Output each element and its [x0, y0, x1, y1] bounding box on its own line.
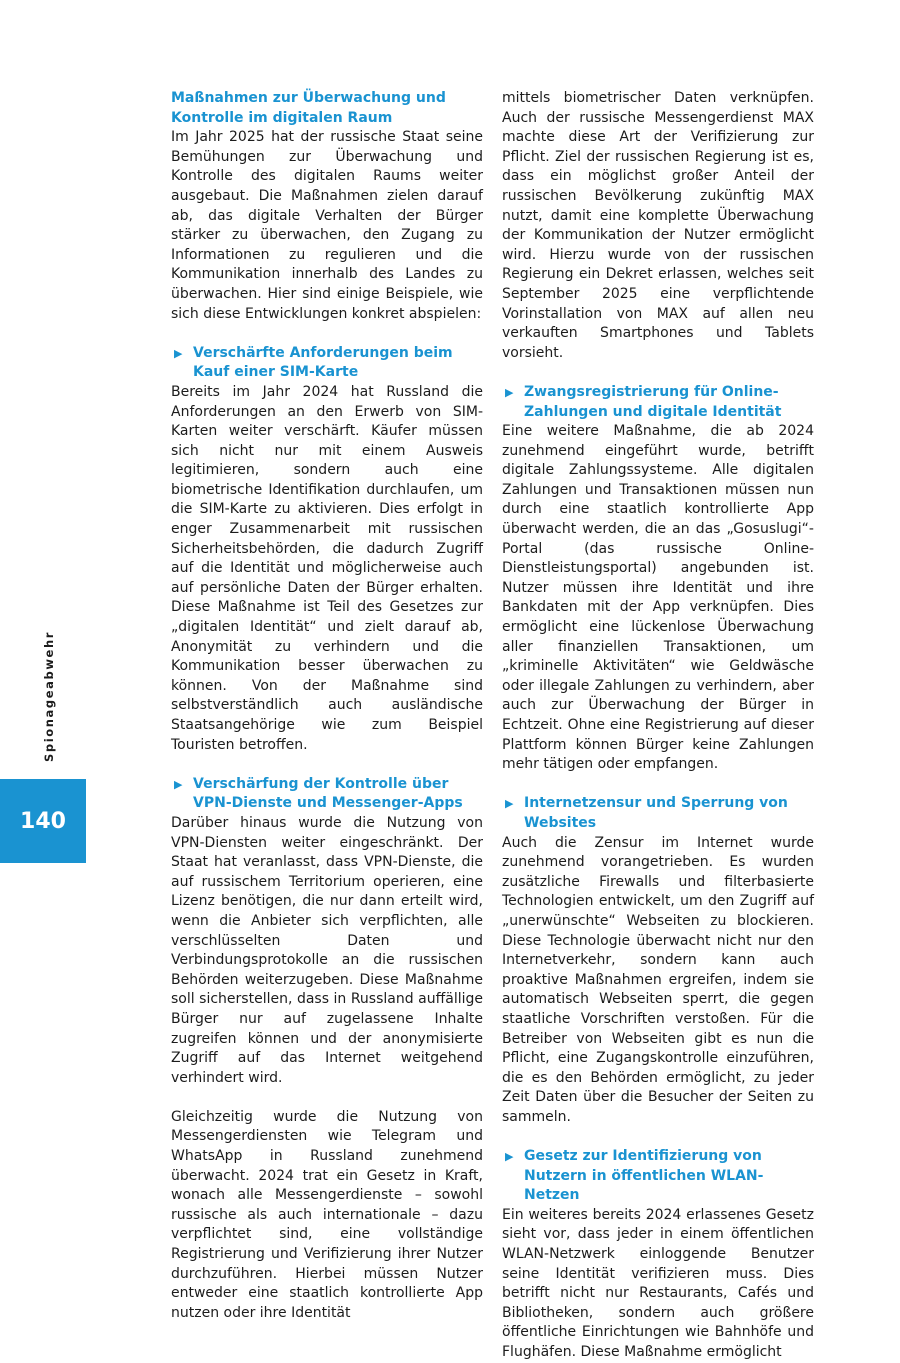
triangle-bullet-icon: ▶	[174, 777, 183, 791]
section-heading-sim	[171, 344, 483, 383]
section-heading-text: Gesetz zur Identifizierung von Nutzern in öffentlichen WLAN-Netzen	[524, 1148, 764, 1204]
left-column	[171, 89, 483, 1323]
section-body-messenger: Gleichzeitig wurde die Nutzung von Messengerdiensten wie Telegram und WhatsApp in Russland zunehmend überwacht. 2024 trat ein Gesetz in Kraft, wonach alle Messengerdienste – sowohl russische als auch internationale – dazu verpflichtet sind, eine vollständige Registrierung und Verifizierung ihrer Nutzer durchzuführen. Hierbei müssen Nutzer entweder eine staatlich kontrollierte App nutzen oder ihre Identität	[171, 1108, 483, 1321]
article-title: Maßnahmen zur Überwachung und Kontrolle im digitalen Raum	[171, 90, 446, 126]
section-body-wlan: Ein weiteres bereits 2024 erlassenes Gesetz sieht vor, dass jeder in einem öffentlichen WLAN-Netzwerk einloggende Benutzer seine Identität verifizieren muss. Dies betrifft nicht nur Restaurants, Cafés und Bibliotheken, sondern auch größere öffentliche Einrichtungen wie Bahnhöfe und Flughäfen. Diese Maßnahme ermöglicht	[502, 1206, 814, 1360]
section-heading-censorship	[502, 794, 814, 833]
section-label: Spionageabwehr	[42, 630, 56, 762]
section-heading-wlan	[502, 1147, 814, 1206]
intro-paragraph: Im Jahr 2025 hat der russische Staat seine Bemühungen zur Überwachung und Kontrolle des digitalen Raums weiter ausgebaut. Die Maßnahmen zielen darauf ab, das digitale Verhalten der Bürger stärker zu überwachen, den Zugang zu Informationen zu regulieren und die Kommunikation innerhalb des Landes zu überwachen. Hier sind einige Beispiele, wie sich diese Entwicklungen konkret abspielen:	[171, 129, 483, 322]
section-heading-text: Verschärfung der Kontrolle über VPN-Dienste und Messenger-Apps	[193, 775, 463, 812]
triangle-bullet-icon: ▶	[505, 797, 514, 811]
continuation-paragraph: mittels biometrischer Daten verknüpfen. Auch der russische Messengerdienst MAX machte diese Art der Verifizierung zur Pflicht. Ziel der russischen Regierung ist es, dass ein möglichst großer Anteil der russischen Bevölkerung zukünftig MAX nutzt, damit eine komplette Überwachung der Kommunikation der Nutzer ermöglicht wird. Hierzu wurde von der russischen Regierung ein Dekret erlassen, welches seit September 2025 eine verpflichtende Vorinstallation von MAX auf allen neu verkauften Smartphones und Tablets vorsieht.	[502, 90, 814, 361]
right-column	[502, 89, 814, 1363]
triangle-bullet-icon: ▶	[505, 1150, 514, 1164]
triangle-bullet-icon: ▶	[505, 385, 514, 399]
triangle-bullet-icon: ▶	[174, 346, 183, 360]
section-body-vpn: Darüber hinaus wurde die Nutzung von VPN-Diensten weiter eingeschränkt. Der Staat hat veranlasst, dass VPN-Dienste, die auf russischem Territorium operieren, eine Lizenz benötigen, die nur dann erteilt wird, wenn die Anbieter sich verpflichten, alle verschlüsselten Daten und Verbindungsprotokolle an die russischen Behörden weiterzugeben. Diese Maßnahme soll sicherstellen, dass in Russland auffällige Bürger nur auf zugelassene Inhalte zugreifen können und der anonymisierte Zugriff auf das Internet weitgehend verhindert wird.	[171, 814, 483, 1086]
section-heading-vpn	[171, 775, 483, 814]
section-heading-payments	[502, 383, 814, 422]
section-heading-text: Zwangsregistrierung für Online-Zahlungen und digitale Identität	[524, 383, 782, 420]
section-body-payments: Eine weitere Maßnahme, die ab 2024 zunehmend eingeführt wurde, betrifft digitale Zahlungssysteme. Alle digitalen Zahlungen und Transaktionen müssen nun durch eine staatlich kontrollierte App überwacht werden, die an das „Gosuslugi“-Portal (das russische Online-Dienstleistungsportal) angebunden ist. Nutzer müssen ihre Identität und ihre Bankdaten mit der App verknüpfen. Dies ermöglicht eine lückenlose Überwachung aller finanziellen Transaktionen, um „kriminelle Aktivitäten“ wie Geldwäsche oder illegale Zahlungen zu verhindern, aber auch zur Überwachung der Bürger in Echtzeit. Ohne eine Registrierung auf dieser Plattform können Bürger keine Zahlungen mehr tätigen oder empfangen.	[502, 423, 814, 773]
section-heading-text: Internetzensur und Sperrung von Websites	[524, 795, 788, 831]
section-heading-text: Verschärfte Anforderungen beim Kauf einer SIM-Karte	[193, 344, 453, 381]
section-body-sim: Bereits im Jahr 2024 hat Russland die Anforderungen an den Erwerb von SIM-Karten weiter verschärft. Käufer müssen sich nicht nur mit einem Ausweis legitimieren, sondern auch eine biometrische Identifikation durchlaufen, um die SIM-Karte zu aktivieren. Dies erfolgt in enger Zusammenarbeit mit russischen Sicherheitsbehörden, die dadurch Zugriff auf die Identität und möglicherweise auch auf persönliche Daten der Bürger erhalten. Diese Maßnahme ist Teil des Gesetzes zur „digitalen Identität“ und zielt darauf ab, Anonymität zu verhindern und die Kommunikation besser überwachen zu können. Von der Maßnahme sind selbstverständlich auch ausländische Staatsangehörige wie zum Beispiel Touristen betroffen.	[171, 383, 483, 753]
page-number-tab	[0, 779, 86, 863]
page-number: 140	[20, 808, 66, 834]
section-body-censorship: Auch die Zensur im Internet wurde zunehmend vorangetrieben. Es wurden zusätzliche Firewalls und filterbasierte Technologien entwickelt, um den Zugriff auf „unerwünschte“ Webseiten zu blockieren. Diese Technologie überwacht nicht nur den Internetverkehr, sondern kann auch proaktive Maßnahmen ergreifen, indem sie automatisch Webseiten sperrt, die gegen staatliche Vorschriften verstoßen. Für die Betreiber von Webseiten gibt es nun die Pflicht, eine Zugangskontrolle einzuführen, die es den Behörden ermöglicht, zu jeder Zeit Daten über die Besucher der Seiten zu sammeln.	[502, 834, 814, 1125]
